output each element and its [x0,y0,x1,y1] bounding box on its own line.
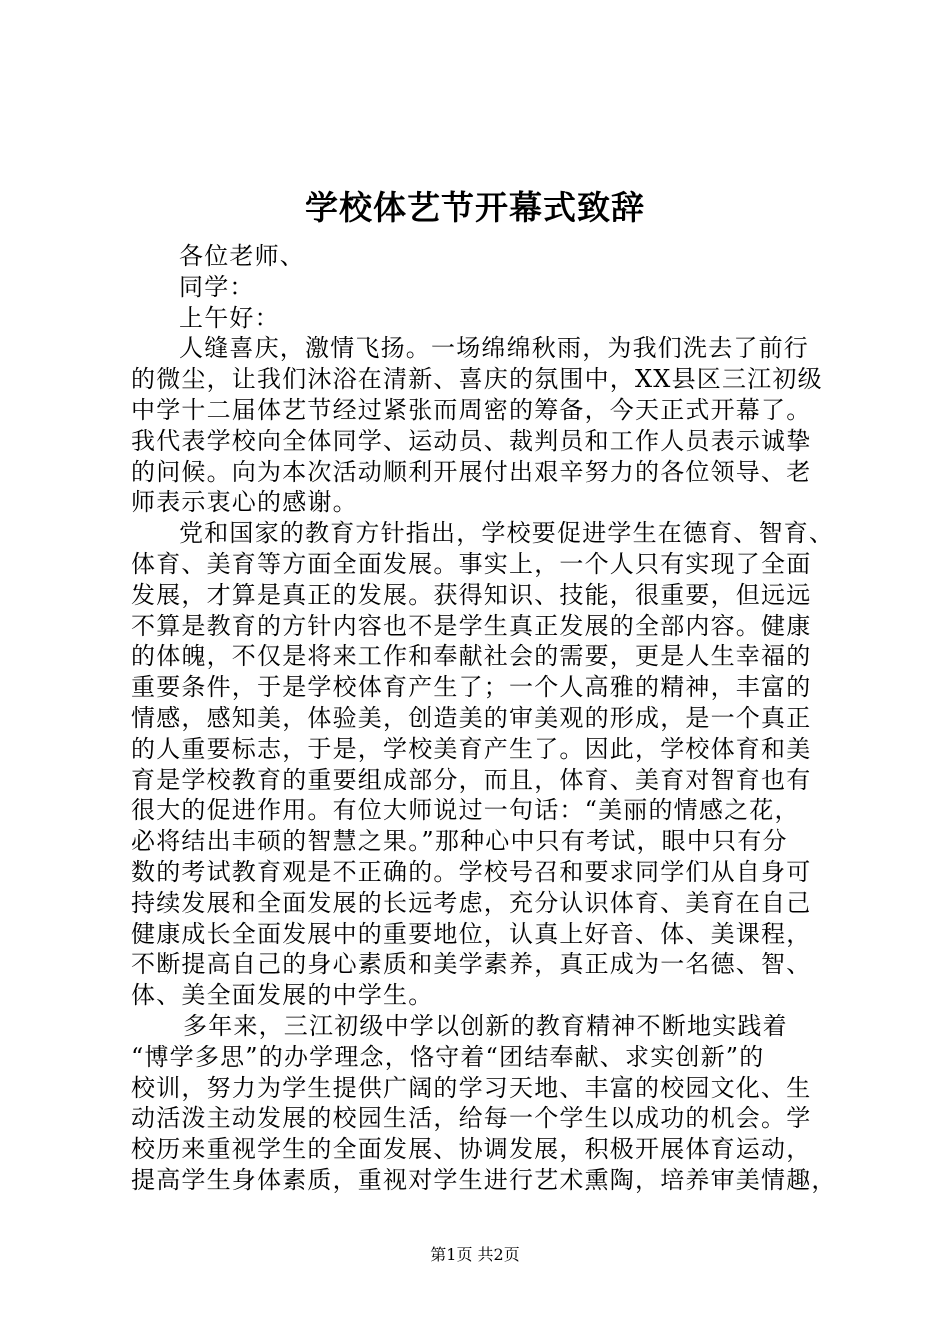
paragraph-line: 发展，才算是真正的发展。获得知识、技能，很重要，但远远 [131,580,812,609]
paragraph-line: 多年来，三江初级中学以创新的教育精神不断地实践着 [183,1011,788,1040]
paragraph-line: 动活泼主动发展的校园生活，给每一个学生以成功的机会。学 [131,1104,812,1133]
paragraph-line: 持续发展和全面发展的长远考虑，充分认识体育、美育在自己 [131,888,812,917]
paragraph-line: 健康成长全面发展中的重要地位，认真上好音、体、美课程， [131,919,812,948]
paragraph-line: 我代表学校向全体同学、运动员、裁判员和工作人员表示诚挚 [131,426,812,455]
paragraph-line: 校训，努力为学生提供广阔的学习天地、丰富的校园文化、生 [131,1073,812,1102]
paragraph-line: 体育、美育等方面全面发展。事实上，一个人只有实现了全面 [131,549,812,578]
salutation-line: 各位老师、 [179,242,305,270]
paragraph-line: 中学十二届体艺节经过紧张而周密的筹备，今天正式开幕了。 [131,395,812,424]
paragraph-line: 育是学校教育的重要组成部分，而且，体育、美育对智育也有 [131,765,812,794]
paragraph-line: 的体魄，不仅是将来工作和奉献社会的需要，更是人生幸福的 [131,642,812,671]
paragraph-line: 人缝喜庆，激情飞扬。一场绵绵秋雨，为我们洗去了前行 [179,334,809,363]
page-footer: 第1页 共2页 [430,1245,520,1264]
paragraph-line: 必将结出丰硕的智慧之果。”那种心中只有考试，眼中只有分 [131,827,788,856]
paragraph-line: 党和国家的教育方针指出，学校要促进学生在德育、智育、 [179,519,835,548]
paragraph-line: 数的考试教育观是不正确的。学校号召和要求同学们从自身可 [131,857,812,886]
paragraph-line: 的问候。向为本次活动顺利开展付出艰辛努力的各位领导、老 [131,457,812,486]
paragraph-line: 师表示衷心的感谢。 [131,488,358,517]
paragraph-line: 提高学生身体素质，重视对学生进行艺术熏陶，培养审美情趣， [131,1165,837,1194]
salutation-line: 上午好： [179,303,280,332]
paragraph-line: “博学多思”的办学理念，恪守着“团结奉献、求实创新”的 [131,1042,765,1071]
paragraph-line: 校历来重视学生的全面发展、协调发展，积极开展体育运动， [131,1135,812,1164]
paragraph-line: 不算是教育的方针内容也不是学生真正发展的全部内容。健康 [131,611,812,640]
paragraph-line: 重要条件，于是学校体育产生了；一个人高雅的精神，丰富的 [131,673,812,702]
paragraph-line: 不断提高自己的身心素质和美学素养，真正成为一名德、智、 [131,950,812,979]
paragraph-line: 的微尘，让我们沐浴在清新、喜庆的氛围中，XX县区三江初级 [131,365,823,394]
document-body [131,241,837,1196]
paragraph-line: 情感，感知美，体验美，创造美的审美观的形成，是一个真正 [131,703,812,732]
salutation-line: 同学： [179,272,255,301]
paragraph-line: 体、美全面发展的中学生。 [131,981,434,1010]
paragraph-line: 的人重要标志，于是，学校美育产生了。因此，学校体育和美 [131,734,812,763]
paragraph-line: 很大的促进作用。有位大师说过一句话：“美丽的情感之花， [131,796,800,825]
document-title: 学校体艺节开幕式致辞 [305,188,645,227]
